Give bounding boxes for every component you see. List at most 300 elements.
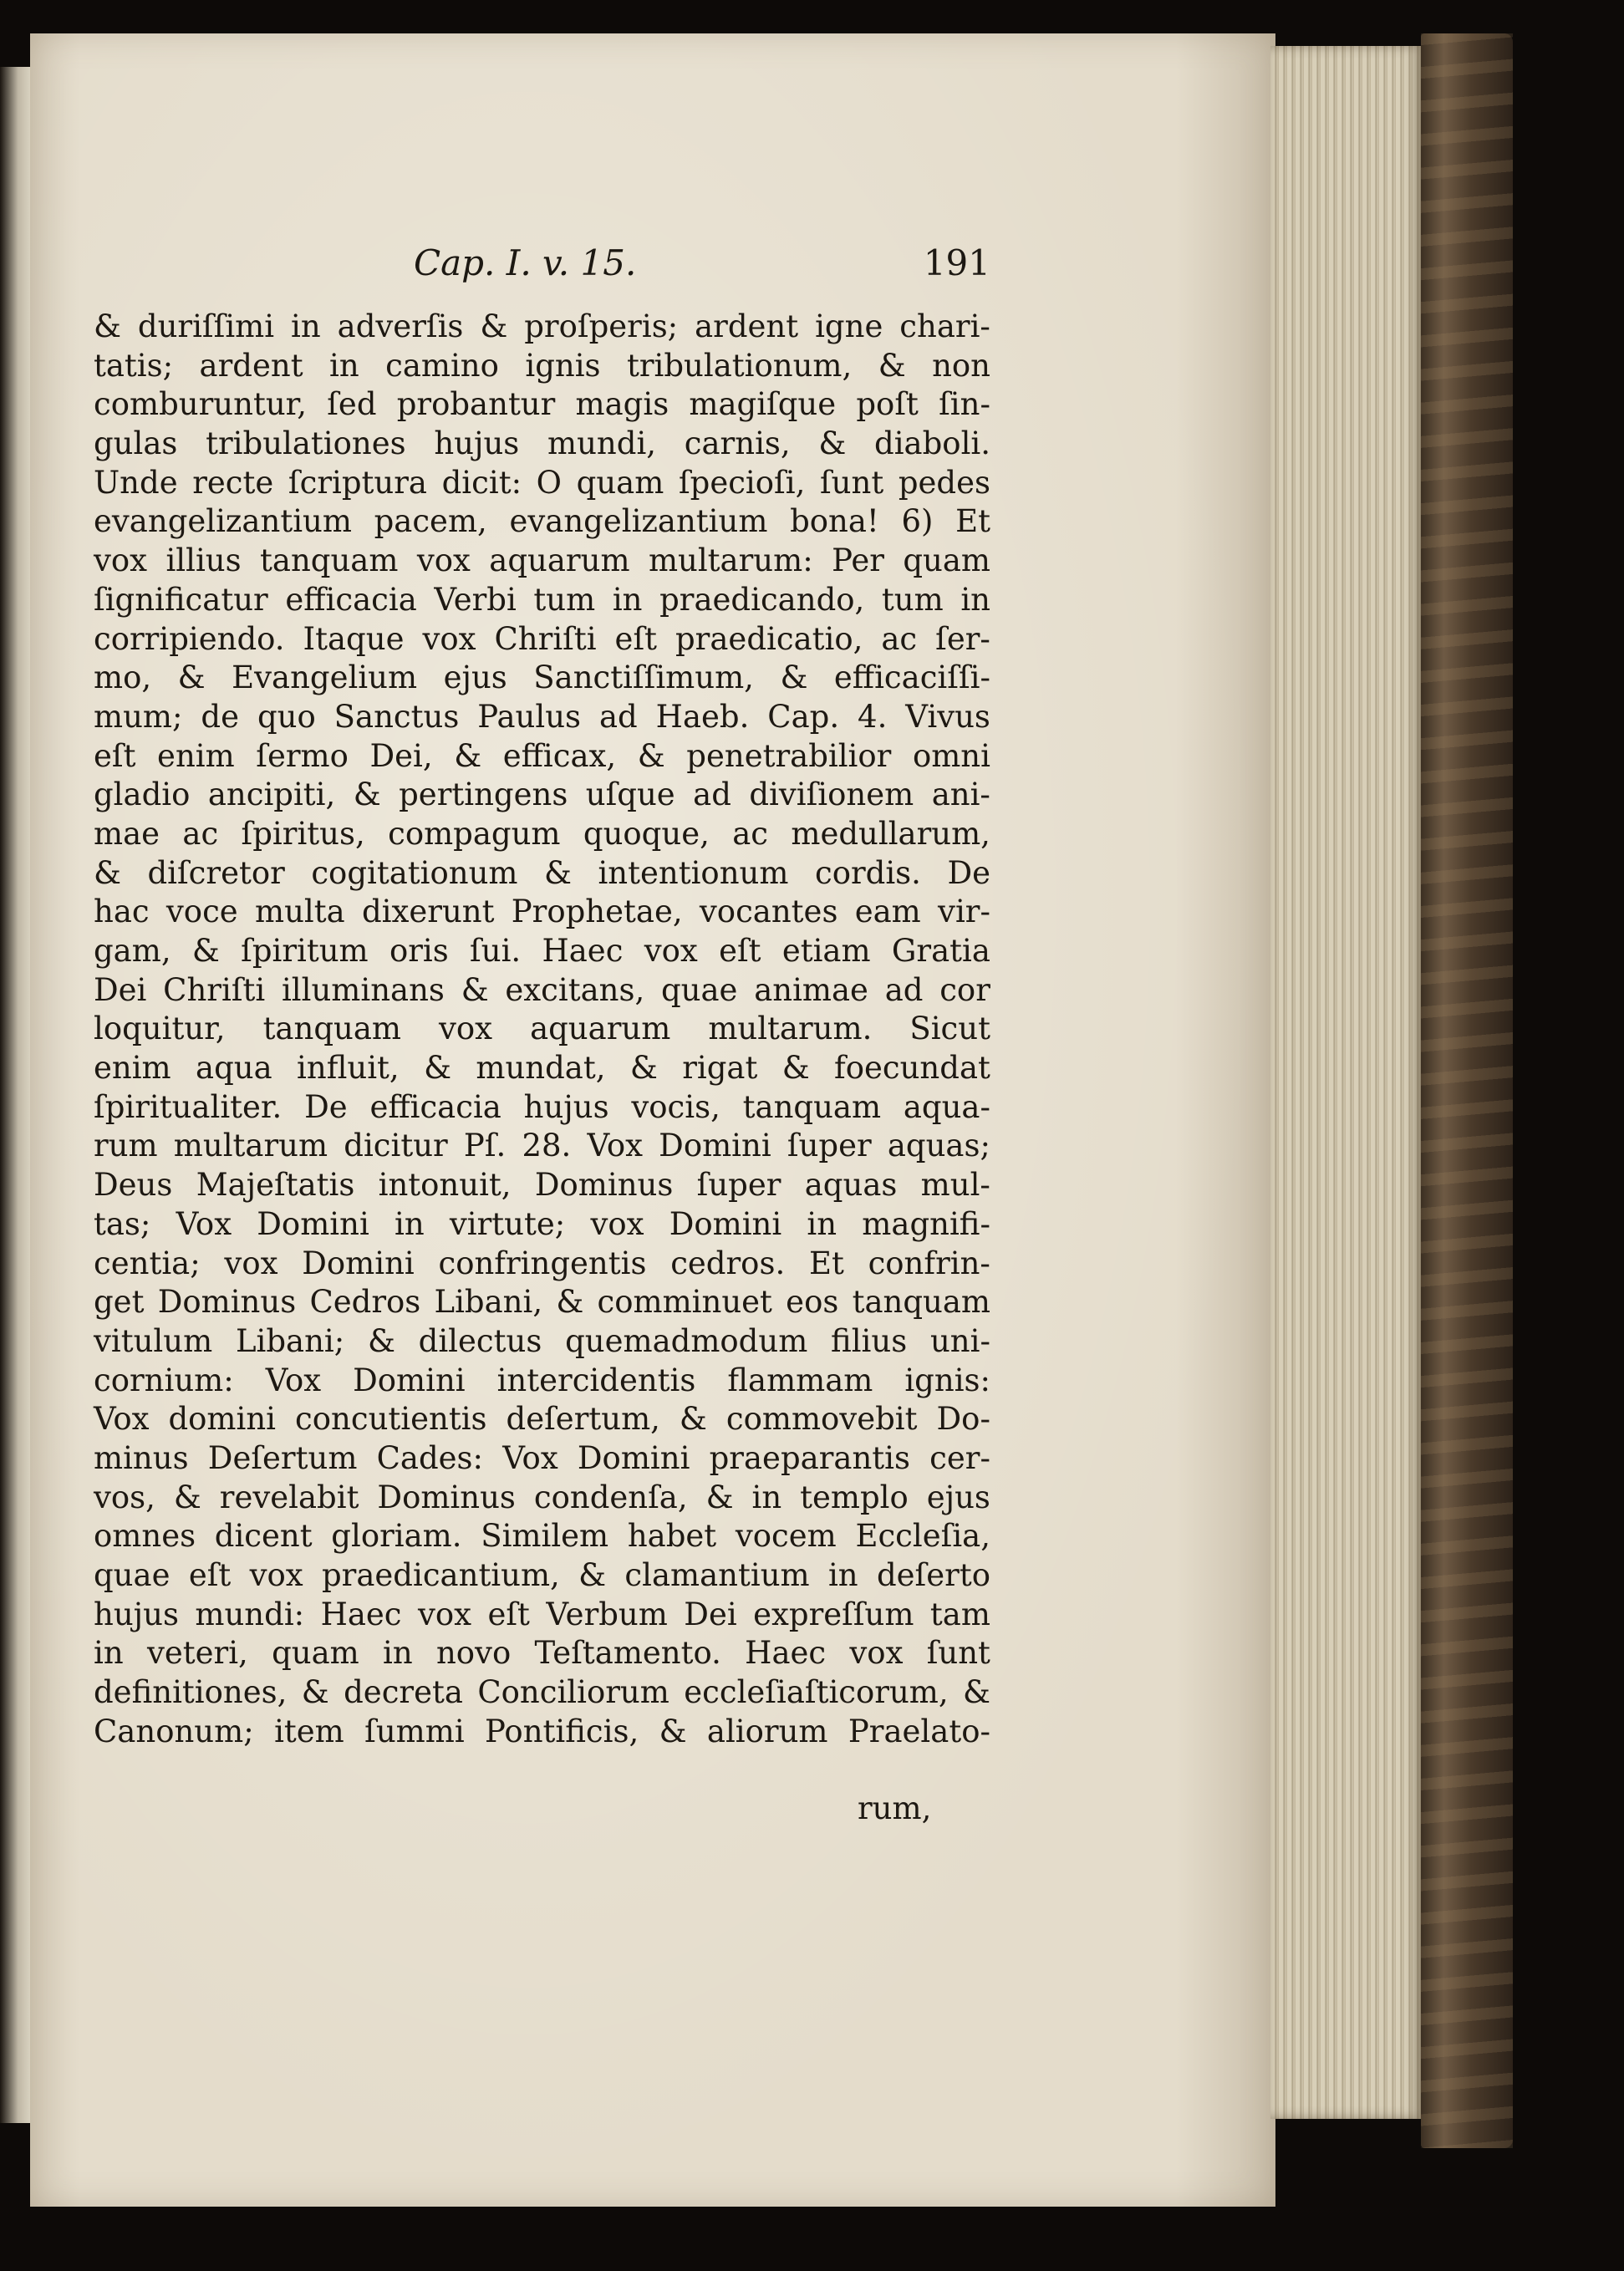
word: cer- (929, 1439, 990, 1476)
word: & (659, 1713, 687, 1749)
word: & (556, 1284, 584, 1321)
word: adverſis (337, 308, 464, 344)
word: eſt (188, 1557, 232, 1593)
word: dicent (214, 1518, 313, 1555)
word: cedros. (670, 1245, 786, 1281)
word: Sanctus (333, 698, 460, 735)
word: in (94, 1635, 124, 1672)
word: Dei (94, 971, 147, 1008)
word: praedicatio, (675, 620, 863, 657)
word: duriſſimi (137, 308, 275, 344)
word: efficacia (285, 581, 417, 618)
word: 28. (522, 1128, 572, 1164)
word: in (612, 581, 643, 618)
text-line (94, 1596, 990, 1635)
word: multarum. (708, 1011, 873, 1047)
text-line (94, 1010, 990, 1049)
word: Deſertum (207, 1439, 358, 1476)
word: omni (912, 737, 990, 774)
word: comminuet (597, 1284, 772, 1321)
text-line (94, 542, 990, 581)
word: ſui. (470, 933, 522, 969)
word: ſuper (696, 1167, 781, 1204)
word: diviſionem (749, 777, 914, 813)
word: Domini (577, 1439, 690, 1476)
word: Et (808, 1245, 844, 1281)
word: Domini (353, 1362, 466, 1398)
word: Canonum; (94, 1713, 254, 1749)
word: tum (881, 581, 944, 618)
word: ejus (443, 659, 507, 696)
word: Verbi (434, 581, 517, 618)
catchword: rum, (858, 1790, 932, 1826)
word: condenſa, (533, 1479, 688, 1515)
word: definitiones, (94, 1674, 288, 1711)
word: Similem (481, 1518, 609, 1555)
word: corripiendo. (94, 620, 285, 657)
word: expreſſum (753, 1596, 914, 1632)
word: domini (168, 1401, 277, 1438)
word: excitans, (505, 971, 645, 1008)
text-line (94, 620, 990, 659)
text-line (94, 385, 990, 425)
word: quoque, (583, 815, 710, 852)
word: enim (94, 1050, 171, 1087)
word: Vox (176, 1205, 232, 1242)
word: ad (884, 971, 924, 1008)
body-text (94, 308, 990, 1751)
text-line (94, 1127, 990, 1166)
word: multarum (173, 1128, 328, 1164)
word: tanquam (262, 1011, 401, 1047)
word: pertingens (399, 777, 568, 813)
word: ejus (926, 1479, 990, 1515)
word: ad (598, 698, 638, 735)
word: omnes (94, 1518, 196, 1555)
word: de (201, 698, 239, 735)
word: magnifi- (862, 1205, 990, 1242)
word: ſpecioſi, (678, 464, 806, 501)
word: intonuit, (378, 1167, 512, 1204)
word: hujus (434, 425, 520, 462)
word: cornium: (94, 1362, 234, 1398)
word: ſignificatur (94, 581, 268, 618)
text-line (94, 1517, 990, 1556)
page-block-edges (1270, 46, 1421, 2119)
word: & (177, 659, 206, 696)
word: get (94, 1284, 145, 1321)
word: & (629, 1050, 658, 1087)
word: filius (831, 1322, 908, 1359)
word: De (304, 1088, 348, 1125)
text-line (94, 502, 990, 542)
word: ignis: (904, 1362, 990, 1398)
word: diaboli. (874, 425, 990, 462)
word: eſt (487, 1596, 530, 1632)
word: in (291, 308, 321, 344)
word: efficaciſſi- (833, 659, 990, 696)
word: ſunt (926, 1635, 990, 1672)
word: ad (693, 777, 731, 813)
word: medullarum, (791, 815, 990, 852)
word: tanquam (852, 1284, 990, 1321)
word: eſt (94, 737, 136, 774)
word: aquas (804, 1167, 898, 1204)
text-line (94, 581, 990, 620)
word: penetrabilior (686, 737, 892, 774)
word: Teſtamento. (534, 1635, 721, 1672)
word: vitulum (94, 1322, 213, 1359)
word: chari- (899, 308, 990, 344)
word: virtute; (449, 1205, 566, 1242)
text-line (94, 1322, 990, 1362)
word: ſermo (256, 737, 349, 774)
word: centia; (94, 1245, 201, 1281)
text-line (94, 1439, 990, 1479)
word: Majeſtatis (196, 1167, 355, 1204)
word: ſpiritum (241, 933, 369, 969)
word: Et (955, 503, 990, 540)
word: vox (94, 542, 148, 579)
word: aquarum (530, 1011, 671, 1047)
word: & (454, 737, 482, 774)
word: pedes (898, 464, 990, 501)
word: & (781, 1050, 810, 1087)
word: Conciliorum (477, 1674, 669, 1711)
word: efficax, (502, 737, 617, 774)
text-line (94, 971, 990, 1011)
word: loquitur, (94, 1011, 226, 1047)
word: quam (576, 464, 664, 501)
word: & (679, 1401, 707, 1438)
word: gladio (94, 777, 191, 813)
word: magis (575, 386, 669, 423)
word: & (191, 933, 220, 969)
word: evangelizantium (509, 503, 768, 540)
word: Libani, (434, 1284, 543, 1321)
word: confringentis (438, 1245, 647, 1281)
word: vox (249, 1557, 303, 1593)
word: eſt (614, 620, 658, 657)
word: Chriſti (494, 620, 597, 657)
word: ſin- (939, 386, 990, 423)
word: aquarum (489, 542, 630, 579)
word: camino (385, 347, 499, 384)
word: & (818, 425, 847, 462)
word: ani- (931, 777, 990, 813)
word: ſer- (935, 620, 990, 657)
word: De (947, 854, 990, 891)
word: Per (832, 542, 884, 579)
word: & (963, 1674, 990, 1711)
word: Prophetae, (511, 894, 683, 930)
word: intercidentis (496, 1362, 696, 1398)
word: efficacia (369, 1088, 501, 1125)
word: Domini (659, 1128, 771, 1164)
word: & (544, 854, 572, 891)
word: mundi, (547, 425, 657, 462)
word: Dominus (534, 1167, 674, 1204)
word: O (536, 464, 563, 501)
word: revelabit (219, 1479, 359, 1515)
word: ac (881, 620, 918, 657)
word: Do- (936, 1401, 990, 1438)
word: ſunt (819, 464, 884, 501)
word: tribulationes (206, 425, 406, 462)
word: uſque (585, 777, 675, 813)
word: & (637, 737, 665, 774)
word: Domini (257, 1205, 369, 1242)
word: quae (94, 1557, 171, 1593)
text-line (94, 893, 990, 932)
word: dicitur (344, 1128, 448, 1164)
word: & (878, 347, 906, 384)
word: intentionum (598, 854, 789, 891)
word: gam, (94, 933, 171, 969)
word: concutientis (295, 1401, 487, 1438)
word: ac (732, 815, 768, 852)
word: vox (849, 1635, 904, 1672)
text-line (94, 308, 990, 347)
word: vox (417, 1596, 471, 1632)
word: Pſ. (463, 1128, 507, 1164)
word: eam (854, 894, 921, 930)
word: cor (939, 971, 990, 1008)
word: Dominus (377, 1479, 516, 1515)
word: mum; (94, 698, 183, 735)
word: quam (272, 1635, 359, 1672)
word: poſt (856, 386, 919, 423)
word: illius (165, 542, 242, 579)
word: proſperis; (524, 308, 679, 344)
word: & (424, 1050, 451, 1087)
running-head: Cap. I. v. 15. (414, 242, 637, 283)
word: in (751, 1479, 782, 1515)
word: eos (786, 1284, 839, 1321)
word: cogitationum (311, 854, 518, 891)
word: carnis, (684, 425, 791, 462)
text-line (94, 1400, 990, 1439)
word: 4. (858, 698, 888, 735)
word: Domini (302, 1245, 415, 1281)
text-line (94, 425, 990, 464)
text-line (94, 1205, 990, 1245)
word: gulas (94, 425, 178, 462)
word: rum (94, 1128, 158, 1164)
word: comburuntur, (94, 386, 308, 423)
word: aliorum (706, 1713, 828, 1749)
word: cordis. (814, 854, 921, 891)
word: & (461, 971, 489, 1008)
word: & (173, 1479, 201, 1515)
page-number: 191 (923, 242, 990, 283)
text-line (94, 737, 990, 777)
text-line (94, 1088, 990, 1128)
word: quemadmodum (565, 1322, 808, 1359)
text-line (94, 776, 990, 815)
word: vocantes (699, 894, 838, 930)
word: praedicantium, (321, 1557, 560, 1593)
word: in (807, 1205, 837, 1242)
word: rigat (682, 1050, 758, 1087)
word: Vox (502, 1439, 558, 1476)
word: tatis; (94, 347, 174, 384)
text-line (94, 659, 990, 698)
word: animae (754, 971, 868, 1008)
word: hujus (523, 1088, 609, 1125)
text-line (94, 815, 990, 854)
word: in (383, 1635, 413, 1672)
word: Paulus (477, 698, 582, 735)
text-line (94, 1245, 990, 1284)
word: Deus (94, 1167, 173, 1204)
text-line (94, 1673, 990, 1713)
word: ſummi (364, 1713, 465, 1749)
word: confrin- (868, 1245, 990, 1281)
word: vocis, (631, 1088, 720, 1125)
facing-page-edge (0, 67, 30, 2123)
word: mae (94, 815, 160, 852)
word: influit, (297, 1050, 400, 1087)
word: igne (815, 308, 883, 344)
word: oris (389, 933, 449, 969)
word: pacem, (374, 503, 487, 540)
text-line (94, 347, 990, 386)
word: & (94, 308, 121, 344)
word: commovebit (725, 1401, 918, 1438)
word: Vivus (905, 698, 990, 735)
word: ſuper (787, 1128, 872, 1164)
text-line (94, 1283, 990, 1322)
word: dixerunt (361, 894, 495, 930)
word: dicit: (441, 464, 522, 501)
word: novo (435, 1635, 512, 1672)
word: bona! (790, 503, 879, 540)
word: Unde (94, 464, 178, 501)
word: deſerto (876, 1557, 990, 1593)
word: multa (255, 894, 345, 930)
word: foecundat (834, 1050, 990, 1087)
word: dilectus (418, 1322, 542, 1359)
word: eccleſiaſticorum, (684, 1674, 949, 1711)
word: Verbum (546, 1596, 668, 1632)
word: Domini (669, 1205, 782, 1242)
word: decreta (344, 1674, 463, 1711)
word: Praelato- (848, 1713, 990, 1749)
text-line (94, 1049, 990, 1088)
word: flammam (727, 1362, 873, 1398)
word: Pontificis, (485, 1713, 639, 1749)
text-line (94, 1479, 990, 1518)
word: tam (929, 1596, 990, 1632)
word: & (353, 777, 381, 813)
text-line (94, 1713, 990, 1752)
word: & (780, 659, 808, 696)
word: Vox (265, 1362, 322, 1398)
word: & (480, 308, 508, 344)
word: Sanctiſſimum, (533, 659, 754, 696)
word: ſpiritus, (241, 815, 365, 852)
word: in (329, 347, 359, 384)
word: hujus (94, 1596, 179, 1632)
word: vox (590, 1205, 644, 1242)
word: probantur (396, 386, 556, 423)
word: Itaque (303, 620, 405, 657)
text-line (94, 1166, 990, 1205)
word: ancipiti, (207, 777, 336, 813)
word: ſpiritualiter. (94, 1088, 283, 1125)
word: praeparantis (709, 1439, 910, 1476)
word: Cedros (309, 1284, 421, 1321)
word: vox (224, 1245, 278, 1281)
word: Vox (94, 1401, 150, 1438)
word: Haec (745, 1635, 827, 1672)
word: Eccleſia, (855, 1518, 990, 1555)
word: Cades: (376, 1439, 484, 1476)
word: & (301, 1674, 329, 1711)
word: Dei, (369, 737, 433, 774)
text-line (94, 464, 990, 503)
text-line (94, 1362, 990, 1401)
word: clamantium (624, 1557, 810, 1593)
word: diſcretor (147, 854, 285, 891)
word: vox (644, 933, 698, 969)
word: tanquam (260, 542, 399, 579)
word: multarum: (648, 542, 813, 579)
word: tum (533, 581, 596, 618)
word: Dei (684, 1596, 737, 1632)
word: deſertum, (506, 1401, 660, 1438)
word: vox (416, 542, 471, 579)
word: quo (257, 698, 316, 735)
word: ac (182, 815, 219, 852)
word: mo, (94, 659, 152, 696)
text-line (94, 932, 990, 971)
word: habet (627, 1518, 717, 1555)
text-line (94, 854, 990, 894)
word: non (932, 347, 990, 384)
word: aqua (196, 1050, 272, 1087)
word: ignis (525, 347, 601, 384)
word: Gratia (891, 933, 990, 969)
word: mundi: (195, 1596, 305, 1632)
word: minus (94, 1439, 189, 1476)
word: & (578, 1557, 607, 1593)
word: vox (422, 620, 476, 657)
word: tanquam (742, 1088, 882, 1125)
word: Chriſti (163, 971, 266, 1008)
word: mul- (920, 1167, 990, 1204)
word: & (705, 1479, 734, 1515)
word: vir- (938, 894, 990, 930)
word: evangelizantium (94, 503, 352, 540)
word: magiſque (689, 386, 837, 423)
word: illuminans (281, 971, 445, 1008)
word: ſed (327, 386, 377, 423)
word: in (395, 1205, 425, 1242)
word: item (274, 1713, 344, 1749)
word: enim (157, 737, 235, 774)
text-line (94, 1556, 990, 1596)
book-binding (1421, 33, 1513, 2148)
word: ſcriptura (288, 464, 427, 501)
word: Cap. (767, 698, 840, 735)
word: recte (192, 464, 274, 501)
word: voce (165, 894, 238, 930)
text-line (94, 1634, 990, 1673)
word: in (960, 581, 990, 618)
word: aquas; (887, 1128, 990, 1164)
